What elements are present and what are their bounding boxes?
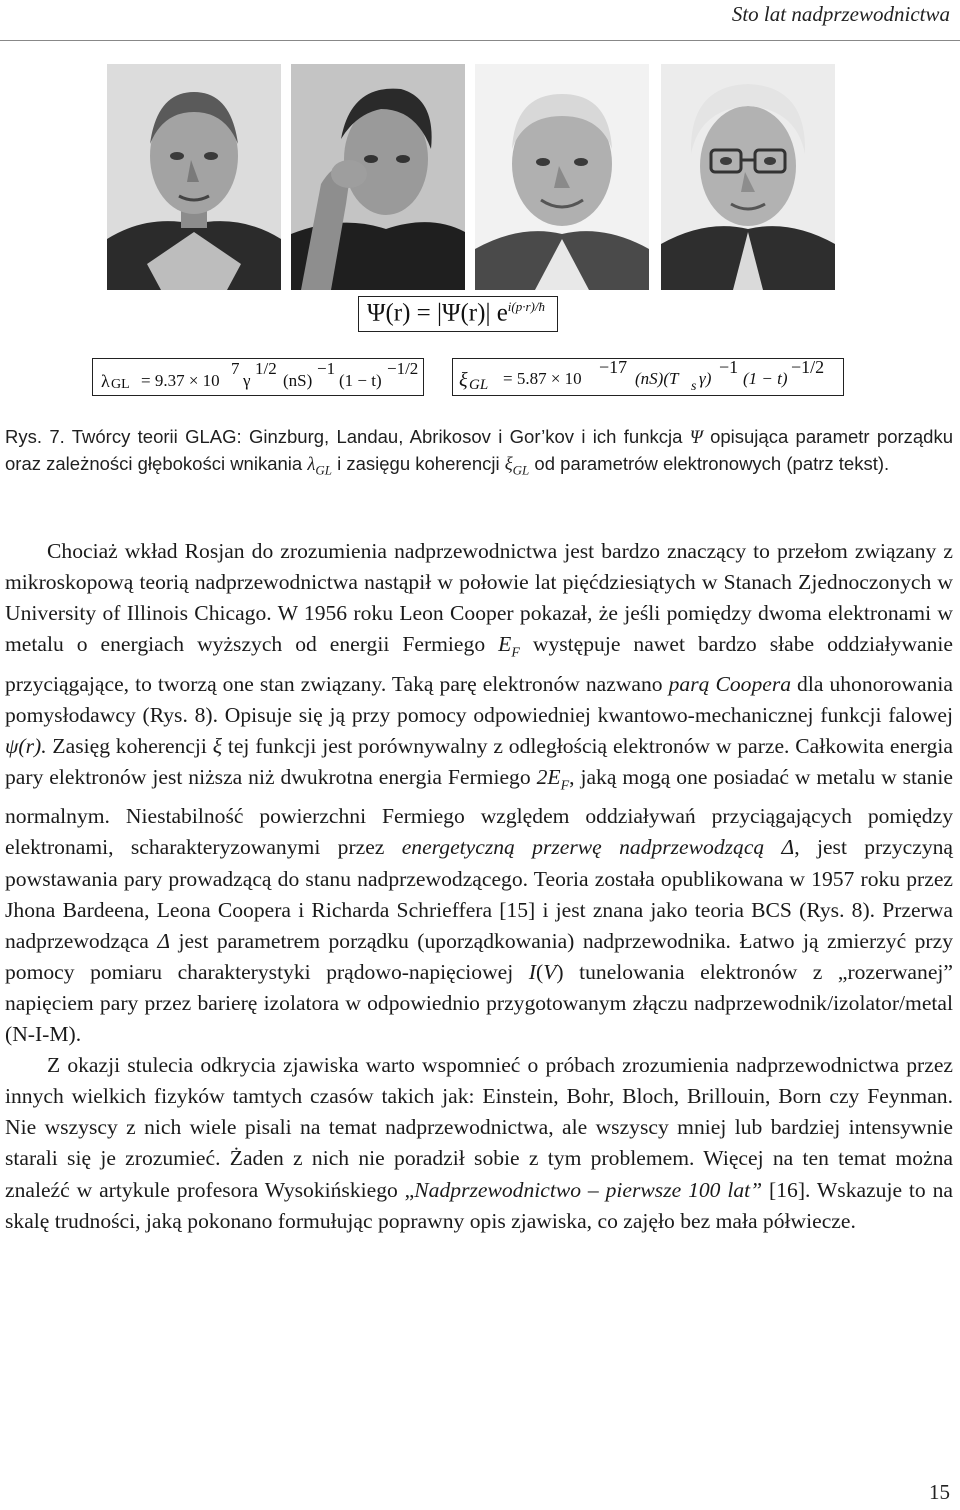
xi-temperature: (1 − t) — [743, 369, 788, 388]
body-text — [5, 536, 953, 1237]
p1-current: I — [528, 959, 536, 984]
psi-formula-exponent: i(p·r)/ħ — [507, 299, 545, 314]
portrait-photo-2 — [291, 64, 465, 290]
portrait-image-4 — [661, 64, 835, 290]
p1-delta: Δ — [157, 928, 171, 953]
xi-exponent-1: −17 — [599, 357, 628, 377]
p1-cooper-pair: parą Coopera — [668, 671, 792, 696]
caption-text-2: opisująca parametr porządku oraz zależności głębokości wnikania — [5, 426, 954, 474]
lambda-ns: (nS) — [283, 371, 313, 390]
p1-text-1: Chociaż wkład Rosjan do zrozumienia nadprzewodnictwa jest bardzo znaczący to przełom związany z mikroskopową teorią nadprzewodnictwa nastąpił w połowie lat pięćdziesiątych w Stanach Zjednoczonych w University of Illinois Chicago. W 1956 roku Leon Cooper pokazał, że jeśli pomiędzy dwoma elektronami w metalu o energiach wyższych od energii Fermiego — [5, 539, 953, 657]
xi-formula — [452, 358, 844, 396]
caption-lambda-sub: GL — [315, 462, 332, 478]
p1-two-ef: 2E — [536, 764, 561, 789]
lambda-symbol: λ — [101, 371, 110, 391]
p1-text-6: , jaką mogą one posiadać w metalu w stanie normalnym. Niestabilność powierzchni Fermiego względem oddziaływań przyciągających pomiędzy elektronami, scharakteryzowanymi przez — [5, 764, 953, 860]
caption-text-4: od parametrów elektronowych (patrz tekst). — [529, 453, 890, 474]
p1-xi: ξ — [212, 733, 223, 758]
caption-lambda: λ — [307, 455, 316, 475]
caption-psi: Ψ — [689, 428, 703, 448]
p1-wave-function: ψ(r). — [5, 733, 47, 758]
caption-label: Rys. 7. — [5, 426, 65, 447]
paragraph-1 — [5, 536, 953, 1050]
xi-coefficient: = 5.87 × 10 — [503, 369, 582, 388]
p1-fermi-energy: E — [498, 632, 512, 657]
caption-text-3: i zasięgu koherencji — [331, 453, 505, 474]
p1-text-3: dla uhonorowania pomysłodawcy (Rys. 8). Opisuje się ją przy pomocy odpowiedniej kwantowo-mechanicznej funkcji falowej — [5, 671, 953, 727]
psi-formula-main: Ψ(r) = |Ψ(r)| e — [367, 299, 508, 327]
portrait-image-3 — [475, 64, 649, 290]
p1-two-ef-sub: F — [560, 778, 570, 794]
lambda-exponent-2: 1/2 — [255, 359, 277, 378]
lambda-subscript: GL — [111, 377, 130, 392]
p1-text-9: ( — [535, 959, 544, 984]
p1-text-2: występuje nawet bardzo słabe oddziaływanie przyciągające, to tworzą one stan związany. Taką parę elektronów nazwano — [5, 632, 953, 696]
portrait-row — [107, 64, 835, 290]
caption-text-1: Twórcy teorii GLAG: Ginzburg, Landau, Abrikosov i Gor’kov i ich funkcja — [64, 426, 690, 447]
p1-text-8: jest parametrem porządku (uporządkowania) nadprzewodnika. Łatwo ją zmierzyć przy pomocy pomiaru charakterystyki prądowo-napięciowej — [5, 928, 953, 984]
xi-s-subscript: s — [691, 379, 697, 394]
p1-text-10: ) tunelowania elektronów z „rozerwanej” napięciem pary przez barierę izolatora w odpowiednio przygotowanym złączu nadprzewodnik/izolator/metal (N-I-M). — [5, 959, 953, 1047]
portrait-photo-1 — [107, 64, 281, 290]
portrait-image-2 — [291, 64, 465, 290]
lambda-gamma: γ — [243, 371, 251, 390]
running-head: Sto lat nadprzewodnictwa — [731, 2, 950, 26]
p2-text-2: [16]. Wskazuje to na skalę trudności, jaką pokonano formułując poprawny opis zjawiska, co zajęło bez mała półwiecze. — [5, 1177, 953, 1233]
xi-exponent-3: −1/2 — [791, 357, 825, 377]
p1-voltage: V — [543, 959, 557, 984]
psi-formula — [358, 296, 558, 332]
lambda-exponent-4: −1/2 — [387, 359, 419, 378]
p1-fermi-sub: F — [511, 645, 520, 661]
p1-text-4: Zasięg koherencji — [46, 733, 213, 758]
portrait-image-1 — [107, 64, 281, 290]
p1-text-5: tej funkcji jest porównywalny z odległością elektronów w parze. Całkowita energia pary elektronów jest niższa niż dwukrotna energia Fermiego — [5, 733, 953, 789]
header-rule — [0, 40, 960, 41]
paragraph-2 — [5, 1050, 953, 1237]
xi-symbol: ξ — [459, 369, 468, 391]
figure-caption — [5, 424, 953, 483]
xi-subscript: GL — [469, 377, 489, 393]
xi-ns-t: (nS)(T — [635, 369, 679, 388]
portrait-photo-4 — [661, 64, 835, 290]
page-number: 15 — [929, 1480, 950, 1504]
p2-text-1: Z okazji stulecia odkrycia zjawiska warto wspomnieć o próbach zrozumienia nadprzewodnictwa przez innych wielkich fizyków tamtych czasów takich jak: Einstein, Bohr, Bloch, Brillouin, Born czy Feynman. Nie wszyscy z nich wiele pisali na temat nadprzewodnictwa, ale wszyscy mniej lub bardziej intensywnie starali się je zrozumieć. Żaden z nich nie poradził sobie z tym problemem. Więcej na ten temat można znaleźć w artykule profesora Wysokińskiego „ — [5, 1053, 953, 1202]
caption-xi-sub: GL — [512, 462, 530, 478]
lambda-formula — [92, 358, 424, 396]
xi-exponent-2: −1 — [719, 357, 739, 377]
lambda-exponent-1: 7 — [231, 359, 240, 378]
p1-energy-gap: energetyczną przerwę nadprzewodzącą Δ — [401, 835, 795, 860]
p2-article-title: Nadprzewodnictwo – pierwsze 100 lat” — [414, 1177, 763, 1202]
xi-gamma: γ) — [699, 369, 712, 388]
lambda-exponent-3: −1 — [317, 359, 336, 378]
lambda-coefficient: = 9.37 × 10 — [141, 371, 220, 390]
caption-xi: ξ — [504, 455, 513, 475]
portrait-photo-3 — [475, 64, 649, 290]
p1-text-7: , jest przyczyną powstawania pary prowadzącą do stanu nadprzewodzącego. Teoria została opublikowana w 1957 roku przez Jhona Bardeena, Leona Coopera i Richarda Schrieffera [15] i jest znana jako teoria BCS (Rys. 8). Przerwa nadprzewodząca — [5, 835, 953, 953]
lambda-temperature: (1 − t) — [339, 371, 382, 390]
